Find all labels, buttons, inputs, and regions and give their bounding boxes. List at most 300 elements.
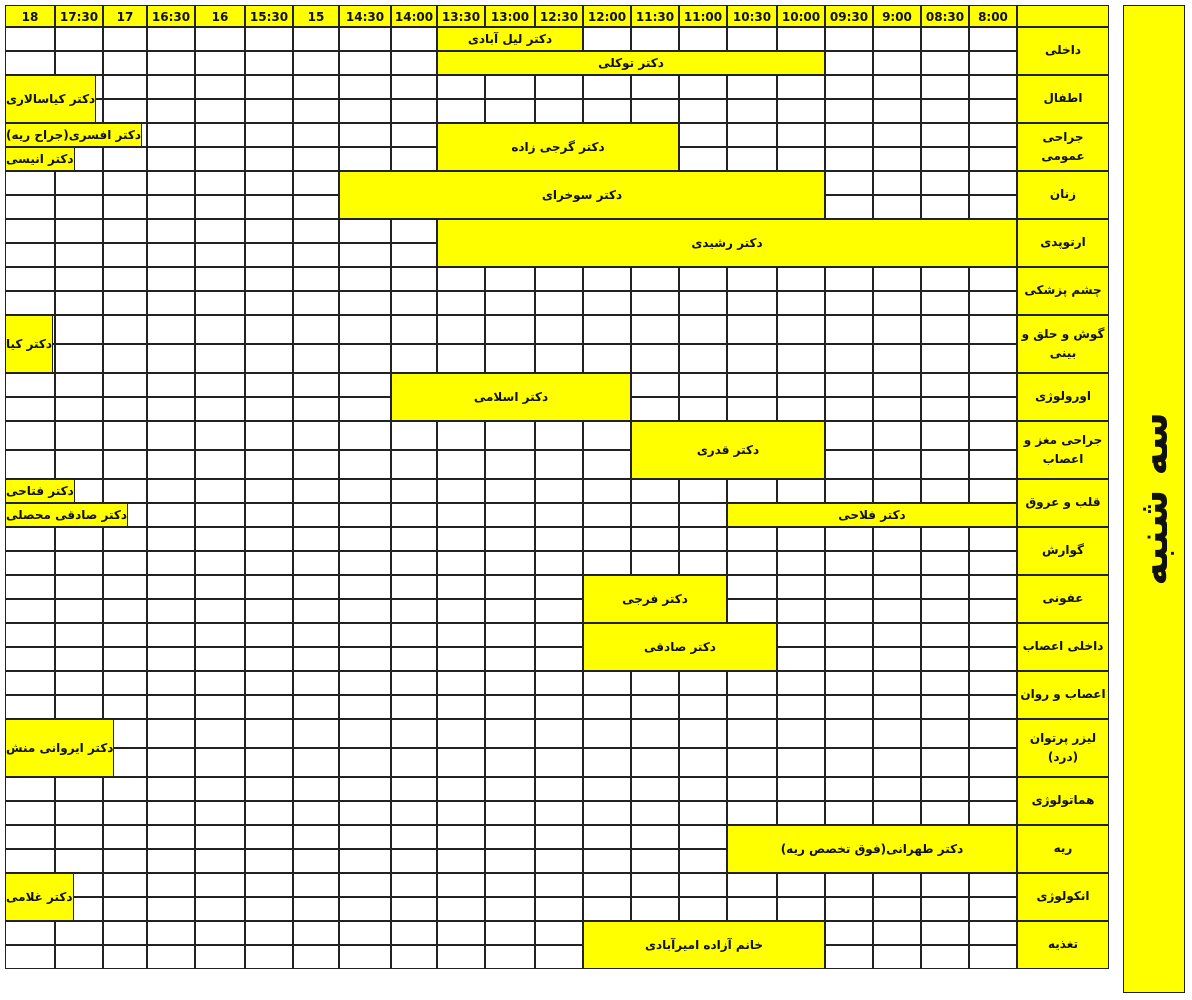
slot-cell [873,99,921,123]
slot-cell [293,344,339,373]
slot-cell [147,267,195,291]
slot-cell [583,671,631,695]
slot-cell [103,777,147,801]
slot-cell [55,219,103,243]
slot-cell [195,171,245,195]
slot-cell [583,75,631,99]
slot-cell [339,267,391,291]
schedule-table [5,5,1121,993]
slot-cell [825,873,873,897]
slot-cell [147,849,195,873]
slot-cell [103,623,147,647]
slot-cell [437,315,485,344]
doctor-slot: دکتر افسری(جراح ریه) [5,123,142,147]
slot-cell [103,195,147,219]
slot-cell [825,921,873,945]
slot-cell [485,719,535,748]
slot-cell [293,921,339,945]
slot-cell [777,291,825,315]
slot-cell [391,695,437,719]
slot-cell [245,575,293,599]
slot-cell [777,123,825,147]
slot-cell [535,647,583,671]
slot-cell [103,599,147,623]
slot-cell [55,671,103,695]
slot-cell [293,373,339,397]
slot-cell [195,27,245,51]
slot-cell [103,315,147,344]
slot-cell [339,825,391,849]
slot-cell [245,315,293,344]
slot-cell [391,748,437,777]
slot-cell [535,267,583,291]
department-name: قلب و عروق [1017,479,1109,527]
slot-cell [535,921,583,945]
slot-cell [293,51,339,75]
slot-cell [583,527,631,551]
slot-cell [55,777,103,801]
slot-cell [147,873,195,897]
slot-cell [777,344,825,373]
slot-cell [147,344,195,373]
slot-cell [437,671,485,695]
time-header-cell: 14:30 [339,5,391,27]
slot-cell [631,671,679,695]
time-header-cell: 12:00 [583,5,631,27]
slot-cell [631,849,679,873]
slot-cell [679,123,727,147]
slot-cell [103,51,147,75]
slot-cell [535,315,583,344]
slot-cell [873,801,921,825]
slot-cell [437,777,485,801]
slot-cell [55,397,103,421]
slot-cell [195,219,245,243]
slot-cell [147,921,195,945]
slot-cell [873,315,921,344]
slot-cell [195,195,245,219]
slot-cell [873,397,921,421]
slot-cell [437,551,485,575]
slot-cell [485,503,535,527]
slot-cell [679,897,727,921]
slot-cell [679,344,727,373]
slot-cell [437,450,485,479]
slot-cell [437,599,485,623]
slot-cell [293,450,339,479]
slot-cell [293,397,339,421]
slot-cell [485,945,535,969]
slot-cell [535,825,583,849]
slot-cell [391,479,437,503]
slot-cell [485,921,535,945]
doctor-slot: دکتر سوخرای [339,171,825,219]
slot-cell [339,373,391,397]
slot-cell [55,945,103,969]
slot-cell [777,801,825,825]
slot-cell [583,825,631,849]
slot-cell [583,479,631,503]
slot-cell [825,267,873,291]
slot-cell [825,291,873,315]
slot-cell [245,897,293,921]
slot-cell [339,291,391,315]
slot-cell [485,897,535,921]
slot-cell [873,719,921,748]
slot-cell [245,527,293,551]
slot-cell [55,695,103,719]
slot-cell [293,897,339,921]
slot-cell [339,849,391,873]
slot-cell [147,99,195,123]
slot-cell [147,599,195,623]
slot-cell [55,267,103,291]
time-header-cell: 10:00 [777,5,825,27]
department-name: اعصاب و روان [1017,671,1109,719]
slot-cell [825,777,873,801]
slot-cell [437,344,485,373]
slot-cell [245,27,293,51]
slot-cell [631,503,679,527]
slot-cell [391,623,437,647]
slot-cell [969,575,1017,599]
slot-cell [631,27,679,51]
time-header-cell: 13:30 [437,5,485,27]
slot-cell [195,527,245,551]
slot-cell [825,450,873,479]
slot-cell [727,599,777,623]
slot-cell [631,397,679,421]
slot-cell [245,849,293,873]
slot-cell [5,671,55,695]
slot-cell [583,27,631,51]
slot-cell [631,695,679,719]
slot-cell [631,873,679,897]
slot-cell [825,748,873,777]
slot-cell [969,51,1017,75]
slot-cell [777,551,825,575]
doctor-slot: دکتر انیسی [5,147,75,171]
slot-cell [485,849,535,873]
slot-cell [727,777,777,801]
slot-cell [969,599,1017,623]
slot-cell [921,344,969,373]
slot-cell [391,123,437,147]
slot-cell [583,315,631,344]
slot-cell [437,945,485,969]
slot-cell [921,671,969,695]
day-label: سه شنبه [1131,412,1177,586]
slot-cell [631,801,679,825]
slot-cell [391,647,437,671]
slot-cell [535,503,583,527]
slot-cell [969,315,1017,344]
slot-cell [485,479,535,503]
slot-cell [103,801,147,825]
slot-cell [535,945,583,969]
slot-cell [679,695,727,719]
slot-cell [969,695,1017,719]
slot-cell [485,551,535,575]
slot-cell [339,695,391,719]
slot-cell [339,647,391,671]
slot-cell [679,748,727,777]
slot-cell [679,27,727,51]
slot-cell [825,575,873,599]
slot-cell [5,450,55,479]
slot-cell [55,421,103,450]
slot-cell [727,897,777,921]
slot-cell [293,599,339,623]
slot-cell [55,195,103,219]
time-header-cell: 15 [293,5,339,27]
slot-cell [825,123,873,147]
day-column [1123,5,1185,993]
slot-cell [391,777,437,801]
slot-cell [5,27,55,51]
slot-cell [825,171,873,195]
slot-cell [245,450,293,479]
slot-cell [437,647,485,671]
slot-cell [293,291,339,315]
slot-cell [147,315,195,344]
slot-cell [293,575,339,599]
slot-cell [485,671,535,695]
slot-cell [391,75,437,99]
slot-cell [727,551,777,575]
slot-cell [147,897,195,921]
slot-cell [55,344,103,373]
slot-cell [195,551,245,575]
slot-cell [825,801,873,825]
time-header-cell: 18 [5,5,55,27]
slot-cell [293,527,339,551]
slot-cell [5,623,55,647]
slot-cell [437,99,485,123]
slot-cell [921,267,969,291]
time-header-cell: 16 [195,5,245,27]
slot-cell [583,719,631,748]
slot-cell [245,373,293,397]
slot-cell [485,421,535,450]
slot-cell [679,291,727,315]
slot-cell [485,575,535,599]
slot-cell [103,945,147,969]
slot-cell [103,825,147,849]
slot-cell [195,315,245,344]
slot-cell [921,623,969,647]
slot-cell [631,291,679,315]
slot-cell [391,801,437,825]
slot-cell [195,647,245,671]
slot-cell [245,623,293,647]
slot-cell [195,397,245,421]
slot-cell [147,623,195,647]
slot-cell [777,315,825,344]
slot-cell [195,575,245,599]
slot-cell [147,450,195,479]
slot-cell [535,99,583,123]
slot-cell [245,647,293,671]
department-name: انکولوژی [1017,873,1109,921]
slot-cell [631,315,679,344]
slot-cell [5,849,55,873]
slot-cell [293,171,339,195]
doctor-slot: دکتر اسلامی [391,373,631,421]
slot-cell [921,315,969,344]
slot-cell [147,647,195,671]
slot-cell [583,99,631,123]
slot-cell [921,479,969,503]
slot-cell [339,397,391,421]
slot-cell [631,527,679,551]
slot-cell [825,51,873,75]
department-name: اورولوژی [1017,373,1109,421]
slot-cell [437,897,485,921]
slot-cell [921,195,969,219]
slot-cell [825,373,873,397]
slot-cell [727,527,777,551]
slot-cell [245,599,293,623]
slot-cell [727,75,777,99]
slot-cell [921,921,969,945]
slot-cell [195,75,245,99]
slot-cell [727,267,777,291]
slot-cell [437,849,485,873]
slot-cell [195,51,245,75]
slot-cell [5,421,55,450]
slot-cell [969,99,1017,123]
slot-cell [437,479,485,503]
slot-cell [339,551,391,575]
slot-cell [245,397,293,421]
slot-cell [195,450,245,479]
slot-cell [873,945,921,969]
slot-cell [921,647,969,671]
slot-cell [339,27,391,51]
slot-cell [535,671,583,695]
slot-cell [391,421,437,450]
slot-cell [147,479,195,503]
slot-cell [969,195,1017,219]
slot-cell [147,551,195,575]
slot-cell [583,551,631,575]
slot-cell [825,945,873,969]
slot-cell [825,719,873,748]
slot-cell [391,527,437,551]
slot-cell [535,344,583,373]
slot-cell [777,671,825,695]
department-name: چشم پزشکی [1017,267,1109,315]
slot-cell [679,527,727,551]
slot-cell [485,623,535,647]
slot-cell [777,623,825,647]
slot-cell [103,921,147,945]
slot-cell [969,671,1017,695]
slot-cell [485,748,535,777]
slot-cell [293,315,339,344]
slot-cell [391,671,437,695]
slot-cell [969,897,1017,921]
slot-cell [485,825,535,849]
slot-cell [245,777,293,801]
doctor-slot: دکتر کیاسالاری [5,75,96,123]
slot-cell [5,599,55,623]
slot-cell [969,397,1017,421]
slot-cell [195,599,245,623]
slot-cell [873,147,921,171]
slot-cell [391,219,437,243]
slot-cell [103,479,147,503]
slot-cell [293,75,339,99]
slot-cell [631,267,679,291]
slot-cell [103,373,147,397]
slot-cell [293,801,339,825]
slot-cell [727,397,777,421]
slot-cell [679,825,727,849]
slot-cell [293,695,339,719]
slot-cell [631,748,679,777]
slot-cell [921,945,969,969]
slot-cell [293,27,339,51]
slot-cell [437,719,485,748]
slot-cell [727,99,777,123]
slot-cell [5,575,55,599]
slot-cell [339,873,391,897]
slot-cell [293,243,339,267]
slot-cell [5,695,55,719]
slot-cell [5,777,55,801]
slot-cell [245,291,293,315]
slot-cell [631,99,679,123]
slot-cell [777,75,825,99]
slot-cell [969,527,1017,551]
slot-cell [103,99,147,123]
slot-cell [485,291,535,315]
slot-cell [535,291,583,315]
slot-cell [921,450,969,479]
department-name: ریه [1017,825,1109,873]
slot-cell [245,243,293,267]
slot-cell [245,479,293,503]
slot-cell [245,171,293,195]
slot-cell [103,647,147,671]
doctor-slot: دکتر رشیدی [437,219,1017,267]
slot-cell [293,849,339,873]
slot-cell [873,267,921,291]
slot-cell [339,527,391,551]
slot-cell [777,695,825,719]
slot-cell [437,695,485,719]
slot-cell [103,575,147,599]
slot-cell [245,801,293,825]
slot-cell [437,503,485,527]
slot-cell [195,897,245,921]
slot-cell [245,825,293,849]
slot-cell [339,450,391,479]
slot-cell [485,315,535,344]
slot-cell [873,291,921,315]
slot-cell [583,267,631,291]
department-name: ارتوپدی [1017,219,1109,267]
slot-cell [195,99,245,123]
slot-cell [679,503,727,527]
slot-cell [245,99,293,123]
slot-cell [55,291,103,315]
slot-cell [339,243,391,267]
slot-cell [293,647,339,671]
slot-cell [485,873,535,897]
